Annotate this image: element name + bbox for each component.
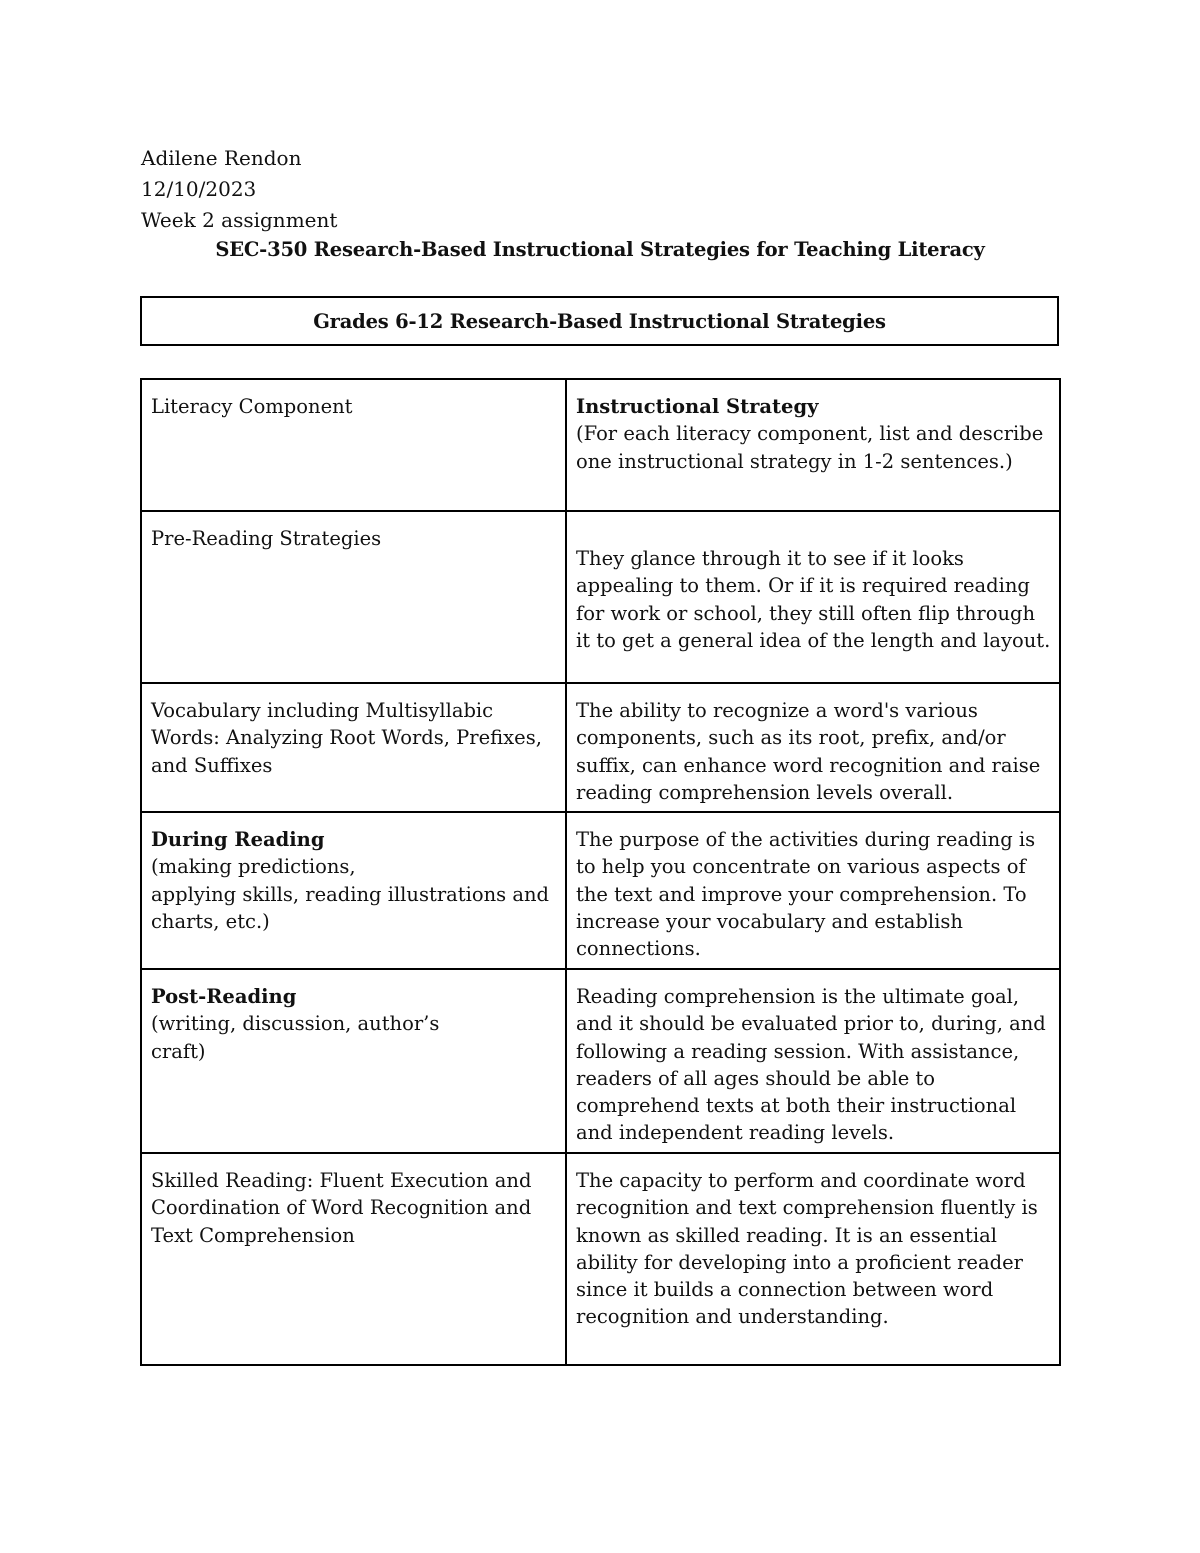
component-cell [141, 511, 566, 683]
component-title: During Reading [151, 828, 325, 851]
document-header [141, 143, 337, 236]
table-row [141, 969, 1060, 1153]
document-title: SEC-350 Research-Based Instructional Strategies for Teaching Literacy [215, 238, 985, 261]
component-detail: (making predictions, [151, 855, 356, 879]
component-title: Post-Reading [151, 985, 297, 1008]
component-detail: (writing, discussion, author’s [151, 1012, 440, 1036]
strategy-cell [566, 511, 1060, 683]
table-row [141, 812, 1060, 969]
strategy-cell [566, 1153, 1060, 1365]
component-cell [141, 683, 566, 812]
header-strategy-subtitle: (For each literacy component, list and describe one instructional strategy in 1-2 sentences.) [576, 422, 1044, 473]
component-label: Skilled Reading: Fluent Execution and Coordination of Word Recognition and Text Comprehension [151, 1169, 532, 1247]
table-header-row [141, 379, 1060, 511]
assignment-date: 12/10/2023 [141, 177, 257, 201]
table-header-strategy [566, 379, 1060, 511]
table-row [141, 683, 1060, 812]
strategy-text: Reading comprehension is the ultimate goal, and it should be evaluated prior to, during, and following a reading session. With assistance, readers of all ages should be able to comprehend texts at both their instructional and independent reading levels. [576, 985, 1046, 1145]
component-label: Pre-Reading Strategies [151, 527, 382, 550]
strategies-table [140, 378, 1061, 1366]
strategy-text: The capacity to perform and coordinate word recognition and text comprehension fluently is known as skilled reading. It is an essential ability for developing into a proficient reader since it builds a connection between word recognition and understanding. [576, 1169, 1038, 1329]
table-header-component [141, 379, 566, 511]
strategy-text: They glance through it to see if it looks appealing to them. Or if it is required reading for work or school, they still often flip through it to get a general idea of the length and layout. [576, 547, 1051, 652]
component-label: Vocabulary including Multisyllabic Words: Analyzing Root Words, Prefixes, and Suffixes [151, 699, 542, 777]
component-cell [141, 969, 566, 1153]
strategy-cell [566, 683, 1060, 812]
table-row [141, 1153, 1060, 1365]
grades-title: Grades 6-12 Research-Based Instructional Strategies [313, 309, 886, 333]
grades-title-box [140, 296, 1059, 346]
component-detail: craft) [151, 1039, 206, 1063]
author-name: Adilene Rendon [141, 146, 302, 170]
assignment-label: Week 2 assignment [141, 208, 338, 232]
component-cell [141, 812, 566, 969]
strategy-text: The purpose of the activities during reading is to help you concentrate on various aspects of the text and improve your comprehension. To increase your vocabulary and establish connections. [576, 828, 1036, 961]
table-row [141, 511, 1060, 683]
component-detail: applying skills, reading illustrations and charts, etc.) [151, 882, 550, 933]
strategy-cell [566, 969, 1060, 1153]
strategy-cell [566, 812, 1060, 969]
strategy-text: The ability to recognize a word's various components, such as its root, prefix, and/or suffix, can enhance word recognition and raise reading comprehension levels overall. [576, 699, 1041, 804]
header-component-label: Literacy Component [151, 395, 353, 418]
header-strategy-title: Instructional Strategy [576, 395, 819, 418]
component-cell [141, 1153, 566, 1365]
